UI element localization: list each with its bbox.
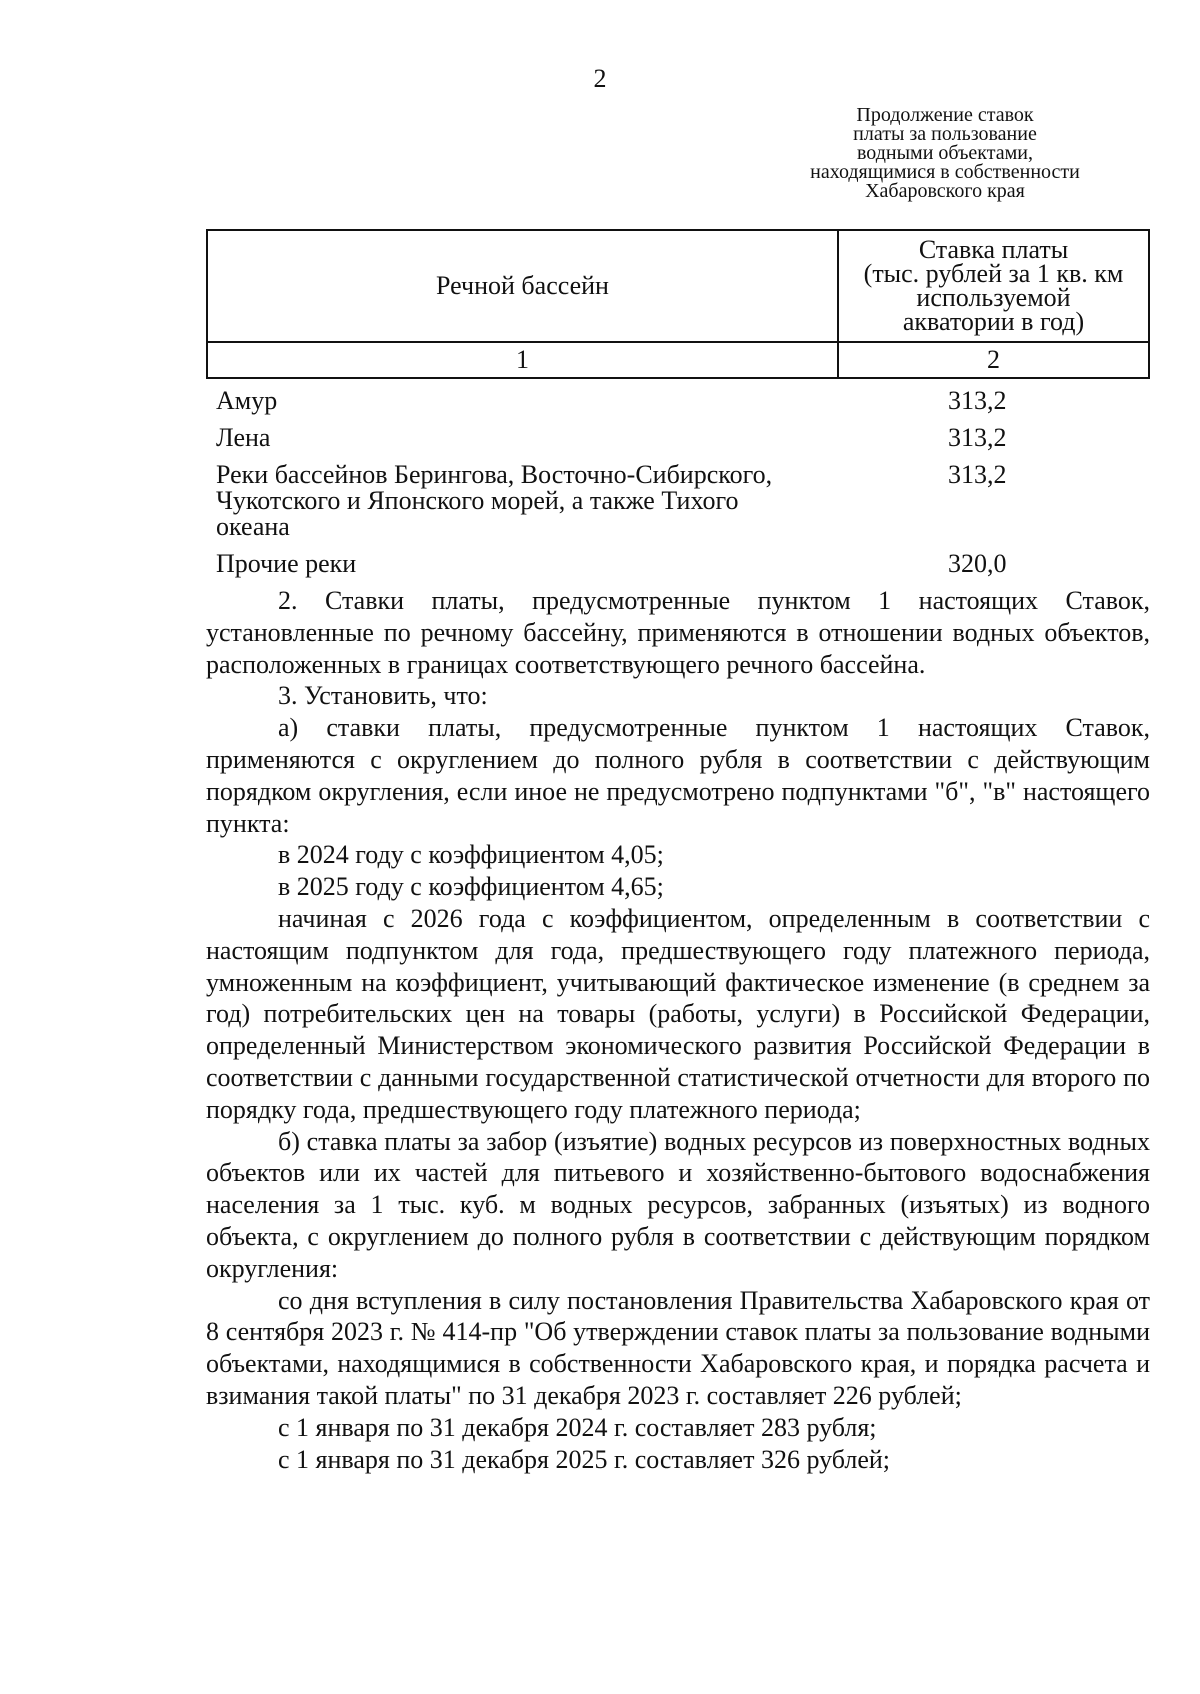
rate-value: 313,2: [948, 460, 1007, 489]
paragraph: начиная с 2026 года с коэффициентом, определенным в соответствии с настоящим подпунктом для года, предшествующего году платежного периода, умноженным на коэффициент, учитывающий фактическое изменение (в среднем за год) потребительских цен на товары (работы, услуги) в Российской Федерации, определенный Министерством экономического развития Российской Федерации в соответствии с данными государственной статистической отчетности для второго по порядку года, предшествующего году платежного периода;: [206, 903, 1150, 1124]
header-rate-line: используемой: [916, 283, 1071, 312]
caption-line: Хабаровского края: [865, 180, 1025, 202]
header-rate-line: (тыс. рублей за 1 кв. км: [863, 259, 1124, 288]
rate-value: 313,2: [948, 423, 1007, 452]
table-row: [216, 388, 1116, 425]
paragraph: с 1 января по 31 декабря 2024 г. составляет 283 рубля;: [278, 1412, 877, 1442]
header-river-basin: Речной бассейн: [207, 230, 838, 342]
table-row: [216, 425, 1116, 462]
caption-line: находящимися в собственности: [810, 161, 1080, 183]
column-number: 1: [207, 342, 838, 378]
paragraph: в 2024 году с коэффициентом 4,05;: [278, 840, 664, 870]
document-body: [206, 585, 1150, 1475]
rate-value: 313,2: [948, 386, 1007, 415]
table-row: [216, 551, 1116, 577]
caption-line: платы за пользование: [853, 123, 1037, 145]
paragraph: со дня вступления в силу постановления Правительства Хабаровского края от 8 сентября 2023 г. № 414-пр "Об утверждении ставок платы за пользование водными объектами, находящимися в собственности Хабаровского края, и порядка расчета и взимания такой платы" по 31 декабря 2023 г. составляет 226 рублей;: [206, 1285, 1150, 1410]
basin-name: Реки бассейнов Берингова, Восточно-Сибирского, Чукотского и Японского морей, а также Тихого океана: [216, 460, 773, 541]
paragraph: б) ставка платы за забор (изъятие) водных ресурсов из поверхностных водных объектов или их частей для питьевого и хозяйственно-бытового водоснабжения населения за 1 тыс. куб. м водных ресурсов, забранных (изъятых) из водного объекта, с округлением до полного рубля в соответствии с действующим порядком округления:: [206, 1126, 1150, 1283]
rate-value: 320,0: [948, 549, 1007, 578]
continuation-caption: [780, 106, 1110, 201]
paragraph: с 1 января по 31 декабря 2025 г. составляет 326 рублей;: [278, 1444, 890, 1474]
header-rate: [838, 230, 1149, 342]
table-row: [216, 460, 1116, 541]
basin-name: Прочие реки: [216, 549, 357, 578]
caption-line: водными объектами,: [857, 142, 1033, 164]
paragraph: 2. Ставки платы, предусмотренные пунктом 1 настоящих Ставок, установленные по речному бассейну, применяются в отношении водных объектов, расположенных в границах соответствующего речного бассейна.: [206, 586, 1150, 679]
header-rate-line: акватории в год): [902, 307, 1085, 336]
column-number: 2: [838, 342, 1149, 378]
rates-table-body: [216, 388, 1116, 577]
basin-name: Лена: [216, 423, 271, 452]
basin-name: Амур: [216, 386, 278, 415]
page-number: 2: [593, 64, 607, 93]
paragraph: в 2025 году с коэффициентом 4,65;: [278, 872, 664, 902]
caption-line: Продолжение ставок: [856, 104, 1034, 126]
paragraph: 3. Установить, что:: [278, 681, 488, 711]
rates-table-header: [206, 229, 1150, 379]
header-rate-line: Ставка платы: [918, 235, 1069, 264]
paragraph: а) ставки платы, предусмотренные пунктом 1 настоящих Ставок, применяются с округлением до полного рубля в соответствии с действующим порядком округления, если иное не предусмотрено подпунктами "б", "в" настоящего пункта:: [206, 713, 1150, 838]
